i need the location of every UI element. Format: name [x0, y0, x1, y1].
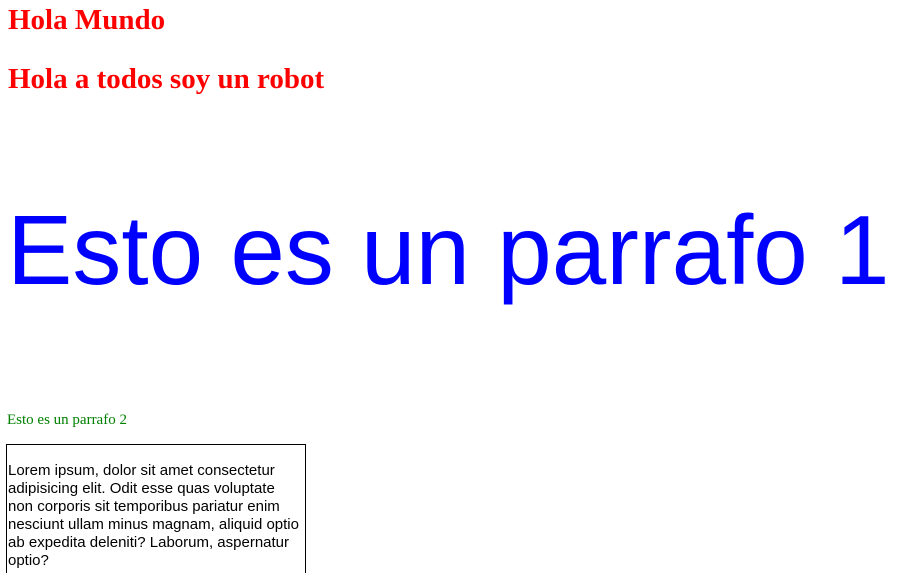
paragraph-1-large: Esto es un parrafo 1 — [7, 195, 890, 305]
lorem-text-box — [6, 444, 306, 573]
paragraph-2-small: Esto es un parrafo 2 — [7, 412, 127, 428]
heading-robot-greeting: Hola a todos soy un robot — [8, 63, 325, 95]
lorem-text: Lorem ipsum, dolor sit amet consectetur adipisicing elit. Odit esse quas voluptate non corporis sit temporibus pariatur enim nesciunt ullam minus magnam, aliquid optio ab expedita deleniti? Laborum, aspernatur optio? — [8, 462, 299, 569]
heading-hola-mundo: Hola Mundo — [8, 4, 166, 36]
